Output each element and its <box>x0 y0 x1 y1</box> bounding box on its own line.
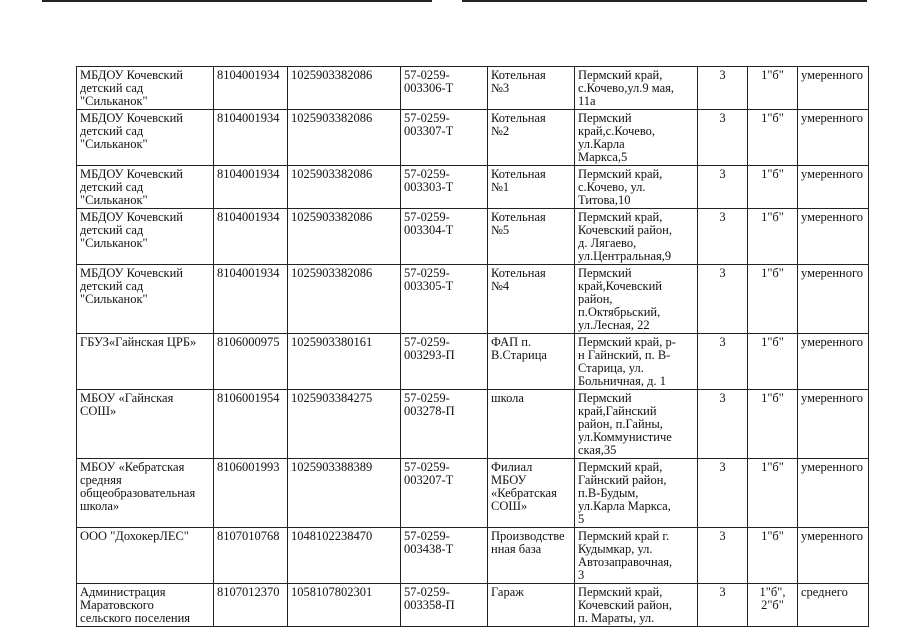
inn-value: 8106000975 <box>214 334 288 390</box>
risk-level: среднего <box>798 584 869 627</box>
registration-number: 57-0259- 003207-Т <box>401 459 488 528</box>
object-address: Пермский край, р- н Гайнский, п. В- Старица, ул. Больничная, д. 1 <box>575 334 698 390</box>
category: 1"б" <box>748 334 798 390</box>
table-row <box>77 584 869 627</box>
object-name: Котельная №4 <box>488 265 575 334</box>
object-address: Пермский край,Гайнский район, п.Гайны, ул.Коммунистиче ская,35 <box>575 390 698 459</box>
organization-name: МБДОУ Кочевский детский сад "Сильканок" <box>77 67 214 110</box>
risk-level: умеренного <box>798 459 869 528</box>
organization-name: МБДОУ Кочевский детский сад "Сильканок" <box>77 166 214 209</box>
object-name: Котельная №2 <box>488 110 575 166</box>
risk-level: умеренного <box>798 390 869 459</box>
category: 1"б", 2"б" <box>748 584 798 627</box>
ogrn-value: 1025903382086 <box>288 265 401 334</box>
category: 1"б" <box>748 110 798 166</box>
risk-level: умеренного <box>798 166 869 209</box>
ogrn-value: 1025903382086 <box>288 166 401 209</box>
risk-level: умеренного <box>798 209 869 265</box>
category: 1"б" <box>748 166 798 209</box>
organization-name: МБДОУ Кочевский детский сад "Сильканок" <box>77 265 214 334</box>
risk-level: умеренного <box>798 110 869 166</box>
category: 1"б" <box>748 265 798 334</box>
risk-level: умеренного <box>798 334 869 390</box>
inn-value: 8104001934 <box>214 166 288 209</box>
object-name: Гараж <box>488 584 575 627</box>
hazard-class: 3 <box>698 166 748 209</box>
ogrn-value: 1025903382086 <box>288 209 401 265</box>
object-address: Пермский край г. Кудымкар, ул. Автозаправочная, 3 <box>575 528 698 584</box>
organization-name: Администрация Маратовского сельского поселения <box>77 584 214 627</box>
organization-name: ГБУЗ«Гайнская ЦРБ» <box>77 334 214 390</box>
ogrn-value: 1048102238470 <box>288 528 401 584</box>
hazard-class: 3 <box>698 334 748 390</box>
hazardous-objects-table <box>76 66 869 627</box>
object-name: Котельная №3 <box>488 67 575 110</box>
organization-name: МБОУ «Гайнская СОШ» <box>77 390 214 459</box>
table-row <box>77 67 869 110</box>
registration-number: 57-0259- 003304-Т <box>401 209 488 265</box>
ogrn-value: 1025903384275 <box>288 390 401 459</box>
table-row <box>77 459 869 528</box>
hazard-class: 3 <box>698 265 748 334</box>
hazard-class: 3 <box>698 110 748 166</box>
hazard-class: 3 <box>698 390 748 459</box>
table-row <box>77 110 869 166</box>
hazard-class: 3 <box>698 584 748 627</box>
registration-number: 57-0259- 003307-Т <box>401 110 488 166</box>
object-name: Филиал МБОУ «Кебратская СОШ» <box>488 459 575 528</box>
category: 1"б" <box>748 209 798 265</box>
page-top-rule-right <box>462 0 867 2</box>
ogrn-value: 1025903380161 <box>288 334 401 390</box>
object-address: Пермский край, Кочевский район, п. Мараты, ул. <box>575 584 698 627</box>
ogrn-value: 1025903388389 <box>288 459 401 528</box>
table-row <box>77 265 869 334</box>
inn-value: 8107010768 <box>214 528 288 584</box>
category: 1"б" <box>748 528 798 584</box>
table-row <box>77 334 869 390</box>
object-name: Котельная №5 <box>488 209 575 265</box>
registration-number: 57-0259- 003278-П <box>401 390 488 459</box>
organization-name: ООО "ДохокерЛЕС" <box>77 528 214 584</box>
hazard-class: 3 <box>698 67 748 110</box>
inn-value: 8107012370 <box>214 584 288 627</box>
table-row <box>77 166 869 209</box>
page-top-rule-left <box>42 0 432 2</box>
object-address: Пермский край, с.Кочево,ул.9 мая, 11а <box>575 67 698 110</box>
object-name: Котельная №1 <box>488 166 575 209</box>
organization-name: МБДОУ Кочевский детский сад "Сильканок" <box>77 110 214 166</box>
inn-value: 8104001934 <box>214 265 288 334</box>
inn-value: 8104001934 <box>214 209 288 265</box>
risk-level: умеренного <box>798 67 869 110</box>
organization-name: МБДОУ Кочевский детский сад "Сильканок" <box>77 209 214 265</box>
category: 1"б" <box>748 67 798 110</box>
category: 1"б" <box>748 390 798 459</box>
category: 1"б" <box>748 459 798 528</box>
object-address: Пермский край,с.Кочево, ул.Карла Маркса,5 <box>575 110 698 166</box>
object-name: школа <box>488 390 575 459</box>
object-address: Пермский край, Гайнский район, п.В-Будым, ул.Карла Маркса, 5 <box>575 459 698 528</box>
table-row <box>77 390 869 459</box>
inn-value: 8104001934 <box>214 67 288 110</box>
inn-value: 8104001934 <box>214 110 288 166</box>
registration-number: 57-0259- 003358-П <box>401 584 488 627</box>
registration-number: 57-0259- 003293-П <box>401 334 488 390</box>
table-row <box>77 209 869 265</box>
ogrn-value: 1025903382086 <box>288 67 401 110</box>
object-address: Пермский край, с.Кочево, ул. Титова,10 <box>575 166 698 209</box>
ogrn-value: 1025903382086 <box>288 110 401 166</box>
table-row <box>77 528 869 584</box>
inn-value: 8106001954 <box>214 390 288 459</box>
object-address: Пермский край, Кочевский район, д. Лягаево, ул.Центральная,9 <box>575 209 698 265</box>
registration-number: 57-0259- 003303-Т <box>401 166 488 209</box>
object-name: ФАП п. В.Старица <box>488 334 575 390</box>
risk-level: умеренного <box>798 265 869 334</box>
object-address: Пермский край,Кочевский район, п.Октябрьский, ул.Лесная, 22 <box>575 265 698 334</box>
hazard-class: 3 <box>698 528 748 584</box>
organization-name: МБОУ «Кебратская средняя общеобразовательная школа» <box>77 459 214 528</box>
risk-level: умеренного <box>798 528 869 584</box>
hazard-class: 3 <box>698 209 748 265</box>
registration-number: 57-0259- 003305-Т <box>401 265 488 334</box>
inn-value: 8106001993 <box>214 459 288 528</box>
registration-number: 57-0259- 003306-Т <box>401 67 488 110</box>
object-name: Производстве нная база <box>488 528 575 584</box>
hazard-class: 3 <box>698 459 748 528</box>
registration-number: 57-0259- 003438-Т <box>401 528 488 584</box>
ogrn-value: 1058107802301 <box>288 584 401 627</box>
